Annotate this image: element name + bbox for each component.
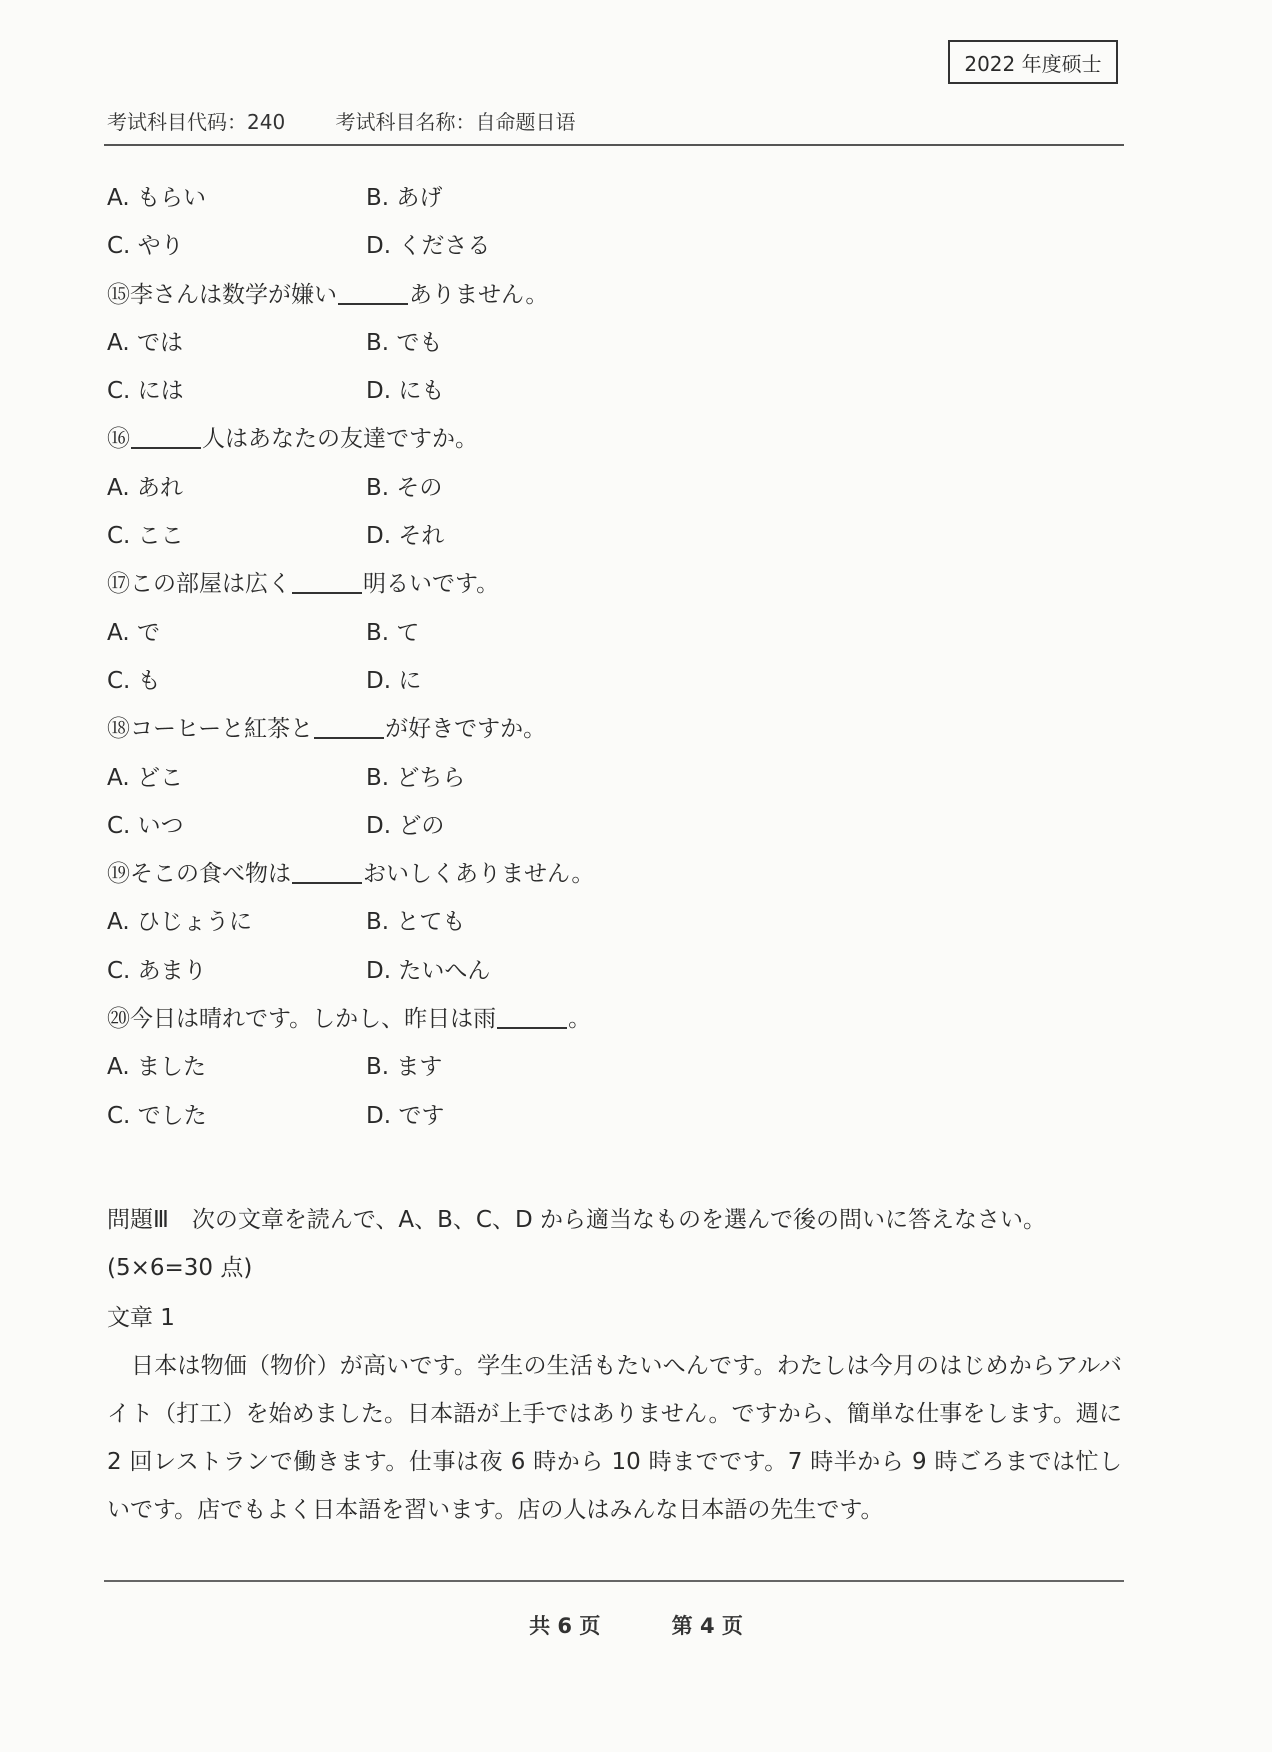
option-row bbox=[107, 464, 1122, 512]
answer-option: A. ました bbox=[107, 1054, 206, 1081]
subject-code: 考试科目代码：240 bbox=[107, 110, 286, 134]
answer-option: C. には bbox=[107, 378, 184, 405]
option-row bbox=[107, 222, 1122, 270]
answer-option: D. にも bbox=[366, 378, 445, 405]
answer-option: B. その bbox=[366, 474, 443, 501]
exam-header bbox=[107, 106, 576, 135]
question-text-after: おいしくありません。 bbox=[363, 861, 595, 888]
option-row bbox=[107, 174, 1122, 222]
option-row bbox=[107, 947, 1122, 995]
option-row bbox=[107, 657, 1122, 705]
answer-option: D. です bbox=[366, 1102, 445, 1129]
header-divider bbox=[104, 144, 1124, 146]
section-3-instruction: 問題Ⅲ 次の文章を読んで、A、B、C、D から適当なものを選んで後の問いに答えなさい。(5×6=30 点) bbox=[107, 1207, 1046, 1281]
answer-blank bbox=[497, 1026, 567, 1029]
answer-blank bbox=[131, 446, 201, 449]
answer-option: B. どちら bbox=[366, 764, 466, 791]
answer-option: B. でも bbox=[366, 329, 443, 356]
question-text-after: 明るいです。 bbox=[363, 571, 500, 598]
option-row bbox=[107, 512, 1122, 560]
answer-option: B. あげ bbox=[366, 185, 443, 211]
answer-option: D. くださる bbox=[366, 233, 491, 260]
answer-option: A. あれ bbox=[107, 474, 183, 501]
answer-option: C. いつ bbox=[107, 812, 184, 839]
footer-divider bbox=[104, 1580, 1124, 1582]
answer-option: D. それ bbox=[366, 523, 445, 550]
question-list bbox=[107, 174, 1122, 1140]
answer-option: D. どの bbox=[366, 812, 445, 839]
passage-label: 文章 1 bbox=[107, 1305, 175, 1331]
passage-text: 日本は物価（物价）が高いです。学生の生活もたいへんです。わたしは今月のはじめからアルバイト（打工）を始めました。日本語が上手ではありません。ですから、簡単な仕事をします。週に 2 回レストランで働きます。仕事は夜 6 時から 10 時までです。7 時半から 9 時ごろまでは忙しいです。店でもよく日本語を習います。店の人はみんな日本語の先生です。 bbox=[107, 1353, 1122, 1523]
answer-option: D. に bbox=[366, 667, 422, 694]
section-3 bbox=[107, 1196, 1122, 1534]
answer-option: A. もらい bbox=[107, 185, 206, 211]
option-row bbox=[107, 1043, 1122, 1091]
answer-option: B. て bbox=[366, 619, 420, 646]
option-row bbox=[107, 609, 1122, 657]
question-text-after: ありません。 bbox=[409, 281, 549, 308]
option-row bbox=[107, 319, 1122, 367]
answer-blank bbox=[292, 881, 362, 884]
option-row bbox=[107, 898, 1122, 946]
answer-blank bbox=[292, 591, 362, 594]
question-text-after: 。 bbox=[568, 1006, 592, 1033]
question-text-before: ⑰この部屋は広く bbox=[107, 571, 291, 598]
subject-name: 考试科目名称：自命题日语 bbox=[335, 110, 576, 134]
answer-option: A. では bbox=[107, 329, 183, 356]
answer-option: C. も bbox=[107, 667, 161, 694]
answer-option: B. ます bbox=[366, 1054, 443, 1081]
total-pages: 共 6 页 bbox=[529, 1614, 601, 1638]
question-stem bbox=[107, 705, 1122, 753]
answer-option: B. とても bbox=[366, 909, 466, 936]
answer-blank bbox=[314, 736, 384, 739]
option-row bbox=[107, 802, 1122, 850]
question-stem bbox=[107, 415, 1122, 463]
question-stem bbox=[107, 995, 1122, 1043]
question-stem bbox=[107, 850, 1122, 898]
question-stem bbox=[107, 271, 1122, 319]
question-text-after: が好きですか。 bbox=[385, 716, 547, 743]
question-text-after: 人はあなたの友達ですか。 bbox=[202, 426, 478, 453]
option-row bbox=[107, 367, 1122, 415]
answer-option: C. でした bbox=[107, 1102, 207, 1129]
answer-option: C. やり bbox=[107, 233, 184, 260]
answer-option: C. あまり bbox=[107, 957, 207, 984]
answer-option: A. ひじょうに bbox=[107, 909, 252, 936]
answer-option: D. たいへん bbox=[366, 957, 491, 984]
answer-option: A. で bbox=[107, 619, 160, 646]
page-number: 第 4 页 bbox=[671, 1614, 743, 1638]
option-row bbox=[107, 1092, 1122, 1140]
answer-option: C. ここ bbox=[107, 523, 184, 550]
question-text-before: ⑯ bbox=[107, 426, 130, 453]
question-text-before: ⑲そこの食べ物は bbox=[107, 861, 291, 888]
exam-year-box: 2022 年度硕士 bbox=[948, 40, 1118, 84]
option-row bbox=[107, 754, 1122, 802]
answer-blank bbox=[338, 302, 408, 305]
question-text-before: ⑳今日は晴れです。しかし、昨日は雨 bbox=[107, 1006, 497, 1033]
answer-option: A. どこ bbox=[107, 764, 183, 791]
question-stem bbox=[107, 560, 1122, 608]
question-text-before: ⑮李さんは数学が嫌い bbox=[107, 281, 337, 308]
question-text-before: ⑱コーヒーと紅茶と bbox=[107, 716, 314, 743]
page-footer bbox=[0, 1610, 1272, 1640]
